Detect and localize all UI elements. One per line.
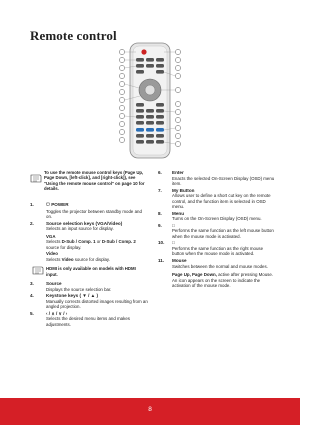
list-item-source-selection: 2. Source selection keys (VGA/Video): [30, 220, 123, 226]
note-icon: [32, 266, 46, 277]
list-item-power: 1. ⏻ POWER: [30, 202, 69, 208]
list-item-source: 3. Source: [30, 281, 62, 286]
list-item-menu: 8. Menu: [158, 210, 184, 216]
mouse-extra: Page Up, Page Down, active after pressing Mouse. An icon appears on the screen to indicate the activation of the mouse mode.: [172, 272, 274, 289]
list-item-right-click: 10. □: [158, 240, 276, 246]
remote-control-diagram: [100, 40, 200, 160]
note-remote-mouse: To use the remote mouse control keys (Page Up, Page Down, [left-click], and [right-click]), see "Using the remote mouse control" on page 10 for details.: [44, 170, 145, 192]
page-number: 8: [148, 406, 152, 413]
power-icon: ⏻: [46, 202, 50, 208]
page-title: Remote control: [30, 28, 117, 43]
video-desc: Selects Video source for display.: [46, 256, 111, 262]
left-click-icon: □: [172, 222, 175, 228]
list-item-my-button: 7. My Button: [158, 187, 195, 193]
list-item-mouse: 11. Mouse: [158, 257, 187, 263]
note-hdmi: HDMI is only available on models with HDMI input.: [32, 266, 148, 277]
note-icon: [30, 170, 42, 179]
vga-desc: Selects D-Sub / Comp. 1 or D-Sub / Comp. 2 source for display.: [46, 239, 136, 250]
list-item-left-click: 9. □: [158, 223, 276, 229]
right-click-icon: □: [172, 240, 175, 246]
list-item-enter: 6. Enter: [158, 170, 184, 175]
list-item-keystone: 4. Keystone keys ( ▼ / ▲ ): [30, 293, 98, 299]
list-item-arrow-keys: 5. ‹ / ∧ / ∨ / ›: [30, 310, 68, 316]
